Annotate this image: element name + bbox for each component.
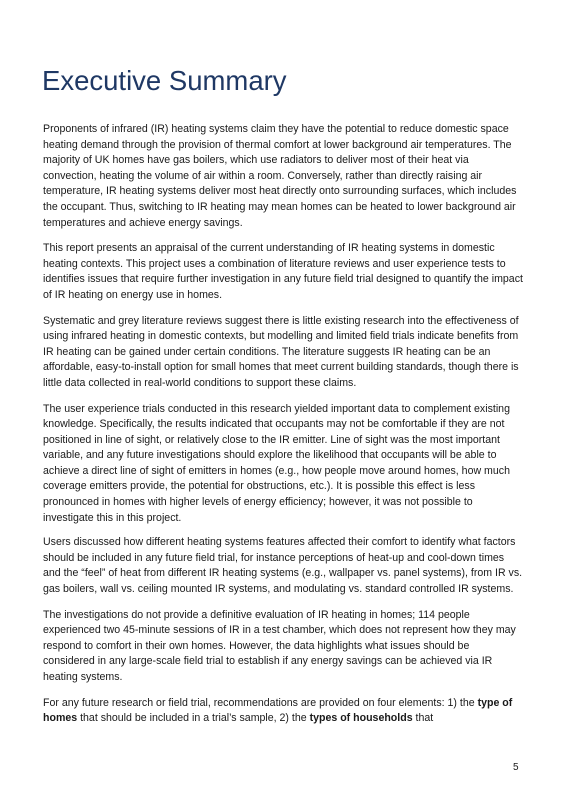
paragraph-7-text-1: For any future research or field trial, recommendations are provided on four elements: 1) the <box>43 696 478 709</box>
paragraph-7-text-2: that should be included in a trial’s sample, 2) the <box>77 712 310 725</box>
paragraph-2: This report presents an appraisal of the current understanding of IR heating systems in domestic heating contexts. This project uses a combination of literature reviews and user experience tests to identifies issues that require further investigation in any future field trial designed to quantify the impact of IR heating on energy use in homes. <box>43 242 523 301</box>
page-number: 5 <box>513 762 519 773</box>
paragraph-3: Systematic and grey literature reviews suggest there is little existing research into the effectiveness of using infrared heating in domestic contexts, but modelling and limited field trials indicate benefits from IR heating can be gained under certain conditions. The literature suggests IR heating can be an affordable, easy-to-install option for small homes that meet current building standards, though there is little data collected in real-world conditions to support these claims. <box>43 314 519 389</box>
paragraph-7-bold-1: type of homes <box>43 696 513 725</box>
paragraph-1: Proponents of infrared (IR) heating systems claim they have the potential to reduce domestic space heating demand through the provision of thermal comfort at lower background air temperatures. The majority of UK homes have gas boilers, which use radiators to deliver most of their heat via convection, heating the volume of air within a room. Conversely, rather than directly raising air temperature, IR heating systems deliver most heat directly onto surrounding surfaces, which includes the occupant. Thus, switching to IR heating may mean homes can be heated to lower background air temperatures and achieve energy savings. <box>43 123 517 229</box>
page-title: Executive Summary <box>42 65 287 96</box>
paragraph-7-bold-2: types of households <box>309 712 413 725</box>
paragraph-7 <box>43 696 523 727</box>
document-body <box>43 122 523 737</box>
paragraph-7-text-3: that <box>412 712 434 725</box>
paragraph-5: Users discussed how different heating systems features affected their comfort to identify what factors should be included in any future field trial, for instance perceptions of heat-up and cool-down times and the “feel” of heat from different IR heating systems (e.g., wallpaper vs. panel systems), from IR vs. gas boilers, wall vs. ceiling mounted IR systems, and modulating vs. standard controlled IR systems. <box>43 536 523 596</box>
paragraph-4: The user experience trials conducted in this research yielded important data to complement existing knowledge. Specifically, the results indicated that occupants may not be comfortable if they are not positioned in line of sight, or relatively close to the IR emitter. Line of sight was the most important variable, and any future investigations should explore the likelihood that occupants will be able to achieve a direct line of sight of emitters in homes (e.g., how people move around homes, how much coverage emitters provide, the potential for obstructions, etc.). It is possible this effect is less pronounced in homes with higher levels of energy efficiency; however, it was not possible to investigate this in this project. <box>43 402 510 524</box>
paragraph-6: The investigations do not provide a definitive evaluation of IR heating in homes; 114 people experienced two 45-minute sessions of IR in a test chamber, which does not represent how they may respond to comfort in their own homes. However, the data highlights what issues should be considered in any large-scale field trial to establish if any energy savings can be achieved via IR heating systems. <box>43 608 516 683</box>
